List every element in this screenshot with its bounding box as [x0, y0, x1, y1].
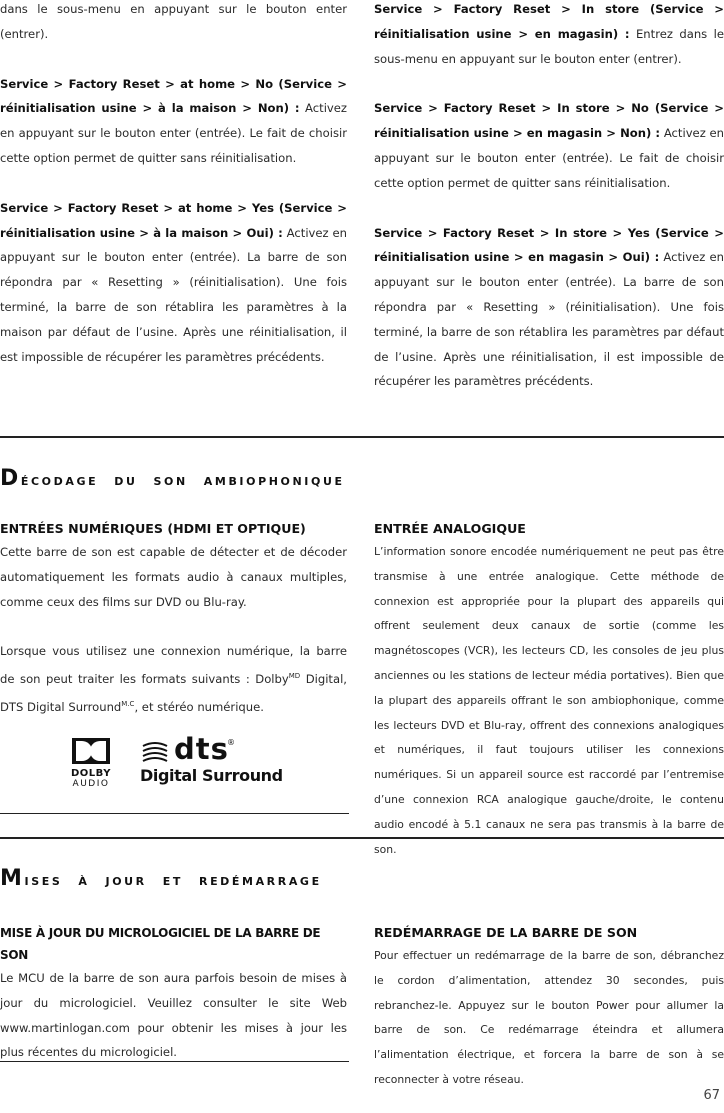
restart-column — [374, 922, 724, 1093]
dts-registered-mark: ® — [227, 738, 235, 747]
dolby-mark-sup: MD — [288, 672, 301, 681]
divider-1 — [0, 436, 724, 438]
digital-p2-text-a: Lorsque vous utilisez une connexion numérique, la barre de son peut traiter les formats suivants : Dolby — [0, 644, 347, 687]
dts-waves-icon — [140, 740, 170, 766]
store-yes-paragraph — [374, 221, 724, 395]
home-no-body: Activez en appuyant sur le bouton enter (entrée). Le fait de choisir cette option permet de quitter sans réinitialisation. — [0, 101, 347, 165]
analog-heading: ENTRÉE ANALOGIQUE — [374, 521, 526, 536]
dts-mark-sup: M.C — [121, 699, 135, 708]
dts-digital-surround-text: Digital Surround — [140, 766, 283, 785]
home-yes-paragraph — [0, 196, 347, 370]
service-right-column — [374, 0, 724, 394]
divider-3 — [0, 837, 724, 839]
store-yes-body: Activez en appuyant sur le bouton enter (entrée). La barre de son répondra par « Resetting » (réinitialisation). Une fois terminé, la barre de son rétablira les paramètres par défaut de l’usine. Après une réinitialisation, il est impossible de récupérer les paramètres précédents. — [374, 250, 724, 389]
divider-2 — [0, 813, 349, 814]
service-left-column — [0, 0, 347, 369]
firmware-paragraph: Le MCU de la barre de son aura parfois besoin de mises à jour du micrologiciel. Veuillez consulter le site Web www.martinlogan.com pour obtenir les mises à jour les plus récentes du micrologiciel. — [0, 971, 347, 1060]
dolby-audio-logo — [66, 738, 116, 790]
dts-logo — [140, 732, 283, 790]
store-no-body: Activez en appuyant sur le bouton enter (entrée). Le fait de choisir cette option permet de quitter sans réinitialisation. — [374, 126, 724, 190]
digital-paragraph-1: Cette barre de son est capable de détecter et de décoder automatiquement les formats audio à canaux multiples, comme ceux des films sur DVD ou Blu-ray. — [0, 545, 347, 609]
home-yes-body: Activez en appuyant sur le bouton enter (entrée). La barre de son répondra par « Resetting » (réinitialisation). Une fois terminé, la barre de son rétablira les paramètres à la maison par défaut de l’usine. Après une réinitialisation, il est impossible de récupérer les paramètres précédents. — [0, 225, 347, 364]
dolby-double-d-icon — [72, 738, 110, 764]
store-no-heading: Service > Factory Reset > In store > No (Service > réinitialisation usine > en magasin > Non) : — [374, 101, 724, 141]
digital-heading: ENTRÉES NUMÉRIQUES (HDMI ET OPTIQUE) — [0, 521, 306, 536]
home-no-paragraph — [0, 72, 347, 171]
digital-p2-text-b: Digital, DTS Digital Surround — [0, 672, 347, 714]
digital-paragraph-2 — [0, 639, 347, 719]
digital-p2-text-c: , et stéréo numérique. — [134, 699, 264, 714]
dts-wordmark: dts — [174, 732, 229, 766]
store-paragraph — [374, 0, 724, 71]
home-no-heading: Service > Factory Reset > at home > No (Service > réinitialisation usine > à la maison > Non) : — [0, 76, 347, 116]
page-number: 67 — [703, 1088, 720, 1103]
left-intro: dans le sous-menu en appuyant sur le bouton enter (entrer). — [0, 2, 347, 41]
updates-title: Mises à jour et redémarrage — [0, 866, 322, 891]
home-yes-heading: Service > Factory Reset > at home > Yes (Service > réinitialisation usine > à la maison > Oui) : — [0, 200, 347, 240]
store-heading: Service > Factory Reset > In store (Service > réinitialisation usine > en magasin) : — [374, 2, 724, 41]
decoding-title: Décodage du son ambiophonique — [0, 466, 345, 491]
dolby-audio-text: AUDIO — [72, 779, 110, 789]
store-yes-heading: Service > Factory Reset > In store > Yes (Service > réinitialisation usine > en magasin > Oui) : — [374, 225, 724, 265]
restart-heading: REDÉMARRAGE DE LA BARRE DE SON — [374, 925, 638, 940]
firmware-column — [0, 922, 347, 1065]
store-no-paragraph — [374, 96, 724, 195]
analog-paragraph: L’information sonore encodée numériquement ne peut pas être transmise à une entrée analogique. Cette méthode de connexion est appropriée pour la plupart des appareils qui offrent seulement deux canaux de sortie (comme les magnétoscopes (VCR), les lecteurs CD, les consoles de jeu plus anciennes ou les stations de lecteur média portatives). Bien que la plupart des appareils offrant le son ambiophonique, comme les lecteurs DVD et Blu-ray, offrent des connexions analogiques et numériques, il faut toujours utiliser les connexions numériques. Si un appareil source est raccordé par l’entremise d’une connexion RCA analogique gauche/droite, le contenu audio encodé à 5.1 canaux ne sera pas transmis à la barre de son. — [374, 545, 724, 856]
firmware-heading: MISE À JOUR DU MICROLOGICIEL DE LA BARRE DE SON — [0, 926, 321, 962]
dolby-logo-text: DOLBY — [71, 768, 111, 779]
restart-paragraph: Pour effectuer un redémarrage de la barre de son, débranchez le cordon d’alimentation, attendez 30 secondes, puis rebranchez-le. Appuyez sur le bouton Power pour allumer la barre de son. Ce redémarrage éteindra et allumera l’alimentation électrique, et forcera la barre de son à se reconnecter à votre réseau. — [374, 949, 724, 1086]
analog-column — [374, 518, 724, 862]
divider-4 — [0, 1061, 349, 1062]
digital-column — [0, 518, 347, 720]
store-body: Entrez dans le sous-menu en appuyant sur le bouton enter (entrer). — [374, 26, 724, 66]
